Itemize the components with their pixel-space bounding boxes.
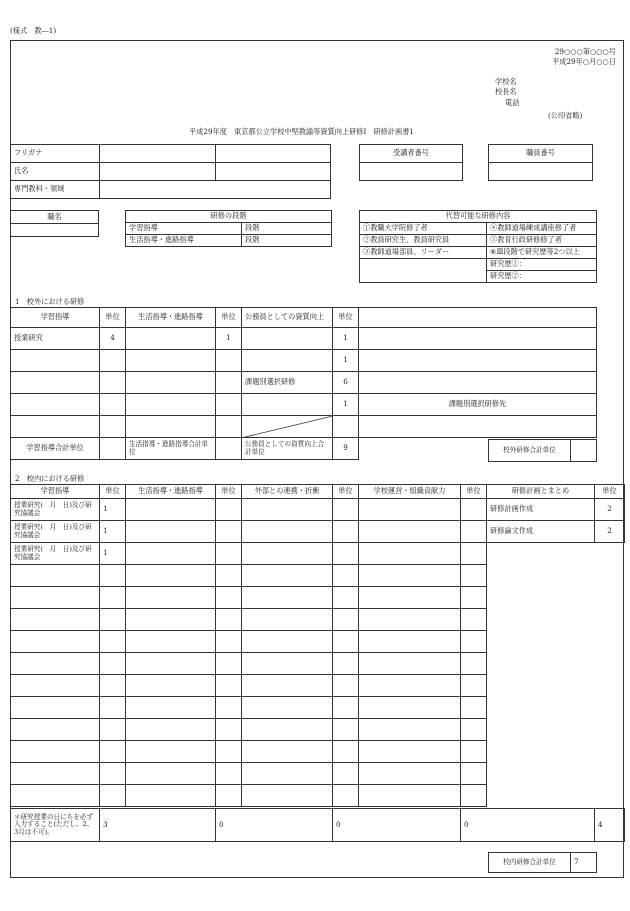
alt-item: ④教師道場練成講座修了者 [487, 223, 597, 235]
int-cell[interactable] [216, 587, 242, 609]
int-lesson[interactable]: 授業研究( 月 日)及び研究協議会 [11, 543, 100, 565]
ext-cell[interactable]: 授業研究 [11, 328, 100, 350]
int-cell[interactable] [216, 653, 242, 675]
ext-cell[interactable] [100, 350, 126, 372]
internal-sum-table [488, 852, 597, 873]
ext-cell[interactable] [216, 350, 242, 372]
ext-h-unit: 単位 [333, 308, 359, 328]
subject-label: 専門教科・領域 [11, 181, 100, 199]
int-note: ＊研究授業の日にちを必ず入力すること(ただし、2、3月は不可)。 [11, 809, 100, 842]
ext-cell[interactable] [242, 350, 333, 372]
name-field[interactable] [100, 163, 216, 181]
int-cell[interactable] [216, 741, 242, 763]
int-cell[interactable] [461, 719, 487, 741]
int-cell[interactable] [126, 631, 216, 653]
int-cell[interactable] [242, 609, 333, 631]
int-cell[interactable] [216, 499, 242, 521]
int-total[interactable]: 4 [595, 809, 625, 842]
int-cell[interactable] [126, 785, 216, 807]
ext-cell[interactable] [359, 372, 597, 394]
int-cell[interactable] [461, 697, 487, 719]
staff-number-field[interactable] [489, 163, 593, 181]
int-cell[interactable] [126, 543, 216, 565]
int-cell[interactable] [242, 521, 333, 543]
int-cell[interactable] [100, 653, 126, 675]
int-cell[interactable] [333, 785, 359, 807]
alt-header: 代替可能な研修内容 [360, 211, 597, 223]
document-date: 平成29年○月○○日 [552, 57, 616, 66]
int-cell[interactable] [242, 719, 333, 741]
int-sum-value[interactable]: 7 [571, 853, 597, 873]
ext-cell[interactable] [11, 416, 100, 438]
ext-total-label: 校外研修合計単位 [489, 440, 571, 462]
ext-cell[interactable] [216, 372, 242, 394]
int-cell[interactable] [216, 543, 242, 565]
int-h-unit: 単位 [595, 485, 625, 499]
stage-value[interactable]: 段階 [242, 223, 332, 235]
ext-cell[interactable] [242, 328, 333, 350]
int-cell[interactable] [333, 543, 359, 565]
int-cell[interactable] [333, 587, 359, 609]
principal-label: 校長名 [495, 87, 517, 96]
name-label: 氏名 [11, 163, 100, 181]
diagonal-slash [241, 416, 333, 438]
int-cell[interactable] [126, 521, 216, 543]
stage-item: 生活指導・進路指導 [126, 235, 242, 247]
int-cell[interactable] [11, 587, 100, 609]
document-number: 29○○○第○○○号 [554, 47, 616, 56]
int-total[interactable]: 0 [333, 809, 461, 842]
alt-blank [360, 259, 487, 283]
int-cell[interactable] [242, 785, 333, 807]
staff-number-table [488, 144, 593, 181]
int-cell[interactable] [11, 565, 100, 587]
int-cell[interactable] [359, 675, 461, 697]
alt-item: ③教師道場部員、リーダー [360, 247, 487, 259]
ext-h-civil: 公務員としての資質向上 [242, 308, 333, 328]
position-field[interactable] [11, 224, 99, 237]
furigana-field-2[interactable] [216, 145, 331, 163]
ext-dest-field[interactable] [359, 416, 597, 438]
int-h-external: 外部との連携・折衝 [242, 485, 333, 499]
int-cell[interactable] [126, 763, 216, 785]
int-h-learning: 学習指導 [11, 485, 100, 499]
int-cell[interactable] [126, 675, 216, 697]
int-cell[interactable] [359, 609, 461, 631]
ext-cell[interactable]: 課題別選択研修 [242, 372, 333, 394]
ext-sum-civil-value[interactable]: 9 [333, 438, 359, 460]
int-h-unit: 単位 [461, 485, 487, 499]
int-cell[interactable] [461, 543, 487, 565]
phone-label: 電話 [505, 98, 520, 107]
int-cell[interactable] [333, 675, 359, 697]
document-title: 平成29年度 東京都公立学校中堅教諭等資質向上研修Ⅰ 研修計画書1 [189, 127, 414, 136]
int-cell[interactable] [359, 763, 461, 785]
ext-sum-civil: 公務員としての資質向上合計単位 [242, 438, 333, 460]
int-cell[interactable] [359, 653, 461, 675]
int-lesson[interactable]: 授業研究( 月 日)及び研究協議会 [11, 499, 100, 521]
int-cell[interactable] [126, 499, 216, 521]
int-h-unit: 単位 [216, 485, 242, 499]
int-cell[interactable] [216, 719, 242, 741]
int-cell[interactable] [333, 565, 359, 587]
int-lesson-unit[interactable]: 1 [100, 543, 126, 565]
int-cell[interactable] [242, 763, 333, 785]
ext-dest-label: 課題別選択研修先 [359, 394, 597, 416]
staff-number-label: 職員番号 [489, 145, 593, 163]
stage-item: 学習指導 [126, 223, 242, 235]
int-lesson[interactable]: 授業研究( 月 日)及び研究協議会 [11, 521, 100, 543]
ext-cell[interactable]: 6 [333, 372, 359, 394]
external-total-table [488, 439, 597, 462]
int-cell[interactable] [126, 697, 216, 719]
int-cell[interactable] [359, 587, 461, 609]
int-cell[interactable] [126, 587, 216, 609]
int-cell[interactable] [11, 609, 100, 631]
stage-table [125, 210, 332, 247]
int-cell[interactable] [461, 609, 487, 631]
ext-cell[interactable] [359, 350, 597, 372]
int-cell[interactable] [100, 719, 126, 741]
ext-cell[interactable] [100, 416, 126, 438]
int-cell[interactable] [100, 631, 126, 653]
int-cell[interactable] [11, 719, 100, 741]
ext-cell[interactable]: 4 [100, 328, 126, 350]
external-section-title: 1 校外における研修 [15, 297, 85, 306]
int-cell[interactable] [100, 609, 126, 631]
alt-item: ②教員研究生、教員研究員 [360, 235, 487, 247]
int-cell[interactable] [126, 653, 216, 675]
internal-totals-table [10, 808, 625, 842]
int-cell[interactable] [242, 499, 333, 521]
trainee-number-table [359, 144, 463, 181]
int-cell[interactable] [359, 741, 461, 763]
ext-cell[interactable] [242, 394, 333, 416]
int-cell[interactable] [359, 521, 461, 543]
position-table [10, 210, 99, 237]
alt-item: ⑤教育行政研修修了者 [487, 235, 597, 247]
ext-cell[interactable] [11, 350, 100, 372]
ext-cell[interactable] [333, 416, 359, 438]
ext-cell[interactable] [359, 328, 597, 350]
int-plan-label: 研修計画作成 [487, 499, 595, 521]
int-cell[interactable] [333, 653, 359, 675]
int-cell[interactable] [333, 763, 359, 785]
ext-cell[interactable]: 1 [216, 328, 242, 350]
int-cell[interactable] [333, 719, 359, 741]
int-cell[interactable] [242, 631, 333, 653]
int-cell[interactable] [216, 675, 242, 697]
int-cell[interactable] [100, 785, 126, 807]
int-cell[interactable] [11, 697, 100, 719]
ext-h-learning: 学習指導 [11, 308, 100, 328]
int-cell[interactable] [11, 675, 100, 697]
ext-total-value[interactable] [571, 440, 597, 462]
int-cell[interactable] [126, 741, 216, 763]
int-plan-unit[interactable]: 2 [595, 499, 625, 521]
ext-cell[interactable] [126, 372, 216, 394]
int-cell[interactable] [242, 675, 333, 697]
subject-field[interactable] [100, 181, 331, 199]
form-id: (様式 教―1) [10, 26, 57, 35]
int-cell[interactable] [359, 631, 461, 653]
int-cell[interactable] [461, 587, 487, 609]
int-cell[interactable] [461, 653, 487, 675]
ext-sum-cell[interactable] [216, 438, 242, 460]
int-cell[interactable] [216, 631, 242, 653]
stage-header: 研修の段階 [126, 211, 332, 223]
int-total[interactable]: 3 [100, 809, 216, 842]
seal-note: (公印省略) [548, 111, 583, 120]
int-h-unit: 単位 [100, 485, 126, 499]
int-cell[interactable] [359, 565, 461, 587]
int-cell[interactable] [242, 697, 333, 719]
trainee-number-label: 受講者番号 [360, 145, 463, 163]
int-cell[interactable] [461, 763, 487, 785]
int-sum-label: 校内研修合計単位 [489, 853, 571, 873]
trainee-number-field[interactable] [360, 163, 463, 181]
int-plan-empty [487, 543, 625, 807]
form-frame [10, 40, 624, 878]
internal-training-table [10, 484, 625, 807]
int-cell[interactable] [242, 653, 333, 675]
int-cell[interactable] [242, 565, 333, 587]
ext-sum-guidance: 生活指導・進路指導合計単位 [126, 438, 216, 460]
int-cell[interactable] [216, 763, 242, 785]
int-cell[interactable] [216, 521, 242, 543]
int-cell[interactable] [461, 675, 487, 697]
int-cell[interactable] [11, 653, 100, 675]
stage-value[interactable]: 段階 [242, 235, 332, 247]
int-cell[interactable] [359, 543, 461, 565]
int-cell[interactable] [100, 763, 126, 785]
int-cell[interactable] [461, 785, 487, 807]
int-cell[interactable] [333, 499, 359, 521]
int-cell[interactable] [333, 741, 359, 763]
ext-cell[interactable] [216, 416, 242, 438]
int-total[interactable]: 0 [461, 809, 595, 842]
int-cell[interactable] [100, 697, 126, 719]
int-cell[interactable] [11, 763, 100, 785]
int-cell[interactable] [359, 697, 461, 719]
ext-cell[interactable] [216, 394, 242, 416]
ext-h-guidance: 生活指導・進路指導 [126, 308, 216, 328]
ext-cell[interactable] [126, 416, 216, 438]
ext-cell[interactable] [11, 394, 100, 416]
int-cell[interactable] [100, 741, 126, 763]
personal-info-table [10, 144, 331, 199]
int-cell[interactable] [359, 719, 461, 741]
int-lesson-unit[interactable]: 1 [100, 499, 126, 521]
research-history-1[interactable]: 研究歴①： [487, 259, 597, 271]
position-label: 職名 [11, 211, 99, 224]
int-cell[interactable] [461, 565, 487, 587]
alt-item: ①教職大学院修了者 [360, 223, 487, 235]
int-cell[interactable] [333, 609, 359, 631]
int-cell[interactable] [100, 675, 126, 697]
ext-cell[interactable] [126, 394, 216, 416]
internal-section-title: 2 校内における研修 [15, 474, 85, 483]
furigana-field[interactable] [100, 145, 216, 163]
int-cell[interactable] [242, 587, 333, 609]
ext-sum-learning: 学習指導合計単位 [11, 438, 100, 460]
int-cell[interactable] [333, 631, 359, 653]
ext-h-blank [359, 308, 597, 328]
int-h-guidance: 生活指導・進路指導 [126, 485, 216, 499]
alternative-training-table [359, 210, 597, 283]
int-cell[interactable] [100, 587, 126, 609]
int-plan-label: 研修論文作成 [487, 521, 595, 543]
int-plan-unit[interactable]: 2 [595, 521, 625, 543]
int-cell[interactable] [11, 631, 100, 653]
ext-cell[interactable]: 1 [333, 328, 359, 350]
int-cell[interactable] [126, 719, 216, 741]
int-h-management: 学校運営・組織貢献力 [359, 485, 461, 499]
int-cell[interactable] [100, 565, 126, 587]
int-cell[interactable] [11, 741, 100, 763]
int-cell[interactable] [242, 741, 333, 763]
int-cell[interactable] [126, 565, 216, 587]
ext-cell[interactable] [100, 394, 126, 416]
int-cell[interactable] [242, 543, 333, 565]
ext-cell[interactable] [100, 372, 126, 394]
int-cell[interactable] [359, 499, 461, 521]
int-cell[interactable] [11, 785, 100, 807]
alt-item: ⑥Ⅲ段階で研究歴等2つ以上 [487, 247, 597, 259]
ext-sum-cell[interactable] [100, 438, 126, 460]
ext-cell[interactable]: 1 [333, 350, 359, 372]
furigana-label: フリガナ [11, 145, 100, 163]
ext-cell[interactable] [11, 372, 100, 394]
ext-h-unit: 単位 [100, 308, 126, 328]
int-h-unit: 単位 [333, 485, 359, 499]
ext-h-unit: 単位 [216, 308, 242, 328]
int-cell[interactable] [461, 631, 487, 653]
school-name-label: 学校名 [495, 77, 517, 86]
int-lesson-unit[interactable]: 1 [100, 521, 126, 543]
ext-cell[interactable]: 1 [333, 394, 359, 416]
int-cell[interactable] [216, 697, 242, 719]
research-history-2[interactable]: 研究歴②： [487, 271, 597, 283]
int-cell[interactable] [126, 609, 216, 631]
int-h-plan: 研修計画とまとめ [487, 485, 595, 499]
int-cell[interactable] [461, 521, 487, 543]
name-field-2[interactable] [216, 163, 331, 181]
int-cell[interactable] [333, 521, 359, 543]
int-cell[interactable] [216, 785, 242, 807]
int-cell[interactable] [333, 697, 359, 719]
int-cell[interactable] [461, 741, 487, 763]
int-cell[interactable] [216, 609, 242, 631]
int-cell[interactable] [461, 499, 487, 521]
int-cell[interactable] [359, 785, 461, 807]
ext-cell[interactable] [126, 350, 216, 372]
ext-cell[interactable] [126, 328, 216, 350]
int-total[interactable]: 0 [216, 809, 333, 842]
int-cell[interactable] [216, 565, 242, 587]
